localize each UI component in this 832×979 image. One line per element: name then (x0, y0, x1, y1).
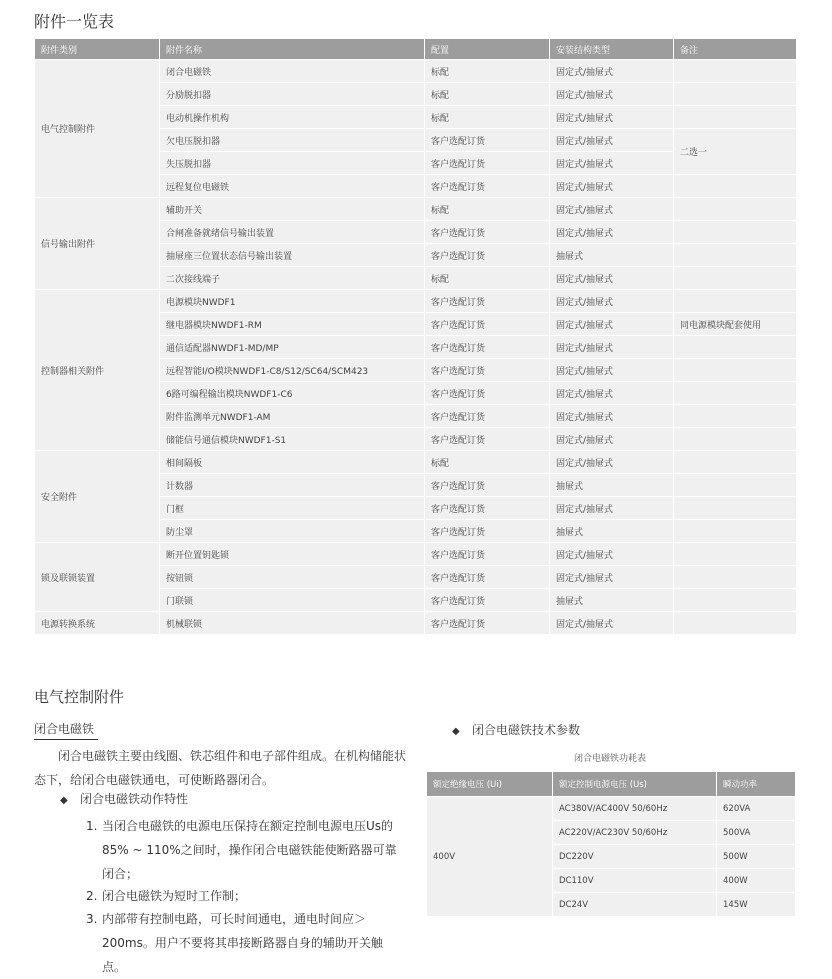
accessory-install: 抽屉式 (550, 520, 674, 543)
diamond-bullet-icon: ◆ (452, 726, 460, 737)
accessory-name: 计数器 (160, 474, 425, 497)
table-row (35, 543, 797, 566)
list-item (86, 884, 406, 908)
accessory-config: 客户选配订货 (425, 405, 550, 428)
accessory-install: 固定式/抽屉式 (550, 405, 674, 428)
power-cell: 400W (717, 869, 796, 893)
list-item (86, 907, 406, 979)
us-cell: DC220V (553, 845, 717, 869)
note-cell (674, 221, 797, 244)
bullet-label: 闭合电磁铁动作特性 (80, 792, 189, 806)
note-cell (674, 382, 797, 405)
power-table-header (427, 772, 796, 797)
accessory-config: 标配 (425, 60, 550, 83)
accessory-name: 断开位置钥匙锁 (160, 543, 425, 566)
power-cell: 500VA (717, 821, 796, 845)
accessory-name: 远程复位电磁铁 (160, 175, 425, 198)
accessory-config: 客户选配订货 (425, 428, 550, 451)
header-install: 安装结构类型 (550, 39, 674, 60)
note-cell (674, 175, 797, 198)
header-power: 瞬动功率 (717, 772, 796, 797)
list-item-number: 3. (86, 912, 98, 926)
category-cell: 电气控制附件 (35, 60, 160, 198)
accessory-install: 固定式/抽屉式 (550, 83, 674, 106)
subsection-title: 闭合电磁铁 (34, 722, 95, 736)
accessory-config: 标配 (425, 267, 550, 290)
category-cell: 锁及联锁装置 (35, 543, 160, 612)
note-cell (674, 428, 797, 451)
accessory-config: 客户选配订货 (425, 589, 550, 612)
accessory-install: 固定式/抽屉式 (550, 221, 674, 244)
accessory-install: 固定式/抽屉式 (550, 106, 674, 129)
accessory-install: 固定式/抽屉式 (550, 152, 674, 175)
accessory-install: 固定式/抽屉式 (550, 382, 674, 405)
accessory-table (34, 38, 797, 635)
header-config: 配置 (425, 39, 550, 60)
table-row (35, 612, 797, 635)
category-cell: 安全附件 (35, 451, 160, 543)
accessory-install: 固定式/抽屉式 (550, 290, 674, 313)
us-cell: AC220V/AC230V 50/60Hz (553, 821, 717, 845)
header-category: 附件类别 (35, 39, 160, 60)
power-cell: 500W (717, 845, 796, 869)
accessory-config: 客户选配订货 (425, 520, 550, 543)
power-cell: 145W (717, 893, 796, 917)
accessory-name: 合闸准备就绪信号输出装置 (160, 221, 425, 244)
category-cell: 控制器相关附件 (35, 290, 160, 451)
accessory-config: 客户选配订货 (425, 244, 550, 267)
category-cell: 电源转换系统 (35, 612, 160, 635)
header-note: 备注 (674, 39, 797, 60)
list-item-text: 当闭合电磁铁的电源电压保持在额定控制电源电压Us的85% ~ 110%之间时，操作闭合电磁铁能使断路器可靠闭合； (102, 819, 397, 881)
note-cell (674, 336, 797, 359)
accessory-config: 标配 (425, 106, 550, 129)
power-cell: 620VA (717, 797, 796, 821)
list-item (86, 814, 406, 886)
power-table-caption: 闭合电磁铁功耗表 (573, 754, 646, 764)
accessory-name: 分励脱扣器 (160, 83, 425, 106)
accessory-name: 抽屉座三位置状态信号输出装置 (160, 244, 425, 267)
accessory-name: 电动机操作机构 (160, 106, 425, 129)
accessory-config: 客户选配订货 (425, 382, 550, 405)
note-cell: 二选一 (674, 129, 797, 175)
list-item-number: 1. (86, 819, 98, 833)
note-cell (674, 198, 797, 221)
table-row (35, 451, 797, 474)
accessory-name: 门框 (160, 497, 425, 520)
accessory-name: 储能信号通信模块NWDF1-S1 (160, 428, 425, 451)
section-title: 电气控制附件 (34, 688, 125, 706)
accessory-config: 客户选配订货 (425, 612, 550, 635)
accessory-install: 抽屉式 (550, 244, 674, 267)
accessory-config: 客户选配订货 (425, 474, 550, 497)
accessory-name: 失压脱扣器 (160, 152, 425, 175)
note-cell (674, 106, 797, 129)
accessory-name: 二次接线端子 (160, 267, 425, 290)
list-item-number: 2. (86, 889, 98, 903)
note-cell (674, 60, 797, 83)
note-cell (674, 405, 797, 428)
accessory-install: 固定式/抽屉式 (550, 267, 674, 290)
accessory-name: 6路可编程输出模块NWDF1-C6 (160, 382, 425, 405)
note-cell (674, 83, 797, 106)
accessory-install: 固定式/抽屉式 (550, 497, 674, 520)
accessory-install: 固定式/抽屉式 (550, 198, 674, 221)
note-cell (674, 244, 797, 267)
accessory-install: 固定式/抽屉式 (550, 359, 674, 382)
accessory-install: 固定式/抽屉式 (550, 129, 674, 152)
header-name: 附件名称 (160, 39, 425, 60)
accessory-config: 标配 (425, 451, 550, 474)
us-cell: DC24V (553, 893, 717, 917)
table-row (35, 60, 797, 83)
accessory-name: 门联锁 (160, 589, 425, 612)
accessory-config: 客户选配订货 (425, 221, 550, 244)
bullet-tech-params (452, 721, 580, 738)
table-row (35, 290, 797, 313)
list-item-text: 闭合电磁铁为短时工作制； (102, 889, 247, 903)
accessory-config: 客户选配订货 (425, 336, 550, 359)
accessory-config: 客户选配订货 (425, 290, 550, 313)
subsection-underline (34, 739, 98, 740)
accessory-name: 继电器模块NWDF1-RM (160, 313, 425, 336)
note-cell: 同电源模块配套使用 (674, 313, 797, 336)
accessory-config: 客户选配订货 (425, 497, 550, 520)
accessory-install: 固定式/抽屉式 (550, 60, 674, 83)
accessory-name: 远程智能I/O模块NWDF1-C8/S12/SC64/SCM423 (160, 359, 425, 382)
accessory-name: 机械联锁 (160, 612, 425, 635)
accessory-install: 抽屉式 (550, 474, 674, 497)
note-cell (674, 474, 797, 497)
table-row (35, 198, 797, 221)
accessory-name: 辅助开关 (160, 198, 425, 221)
us-cell: DC110V (553, 869, 717, 893)
accessory-install: 固定式/抽屉式 (550, 175, 674, 198)
bullet-label: 闭合电磁铁技术参数 (472, 723, 581, 737)
accessory-name: 防尘罩 (160, 520, 425, 543)
note-cell (674, 267, 797, 290)
accessory-name: 按钮锁 (160, 566, 425, 589)
us-cell: AC380V/AC400V 50/60Hz (553, 797, 717, 821)
accessory-name: 电源模块NWDF1 (160, 290, 425, 313)
accessory-config: 客户选配订货 (425, 566, 550, 589)
accessory-install: 固定式/抽屉式 (550, 566, 674, 589)
accessory-config: 标配 (425, 83, 550, 106)
accessory-install: 抽屉式 (550, 589, 674, 612)
accessory-install: 固定式/抽屉式 (550, 313, 674, 336)
note-cell (674, 451, 797, 474)
accessory-install: 固定式/抽屉式 (550, 336, 674, 359)
accessory-name: 附件监测单元NWDF1-AM (160, 405, 425, 428)
accessory-config: 标配 (425, 198, 550, 221)
note-cell (674, 566, 797, 589)
accessory-name: 闭合电磁铁 (160, 60, 425, 83)
accessory-config: 客户选配订货 (425, 152, 550, 175)
accessory-install: 固定式/抽屉式 (550, 428, 674, 451)
power-table (426, 771, 796, 917)
accessory-config: 客户选配订货 (425, 313, 550, 336)
note-cell (674, 497, 797, 520)
table-row (427, 797, 796, 821)
note-cell (674, 612, 797, 635)
note-cell (674, 290, 797, 313)
accessory-config: 客户选配订货 (425, 175, 550, 198)
bullet-action-characteristics (60, 790, 188, 807)
note-cell (674, 589, 797, 612)
accessory-config: 客户选配订货 (425, 543, 550, 566)
note-cell (674, 359, 797, 382)
header-us: 额定控制电源电压 (Us) (553, 772, 717, 797)
category-cell: 信号输出附件 (35, 198, 160, 290)
accessory-name: 相间隔板 (160, 451, 425, 474)
accessory-install: 固定式/抽屉式 (550, 451, 674, 474)
ui-cell: 400V (427, 797, 553, 917)
accessory-config: 客户选配订货 (425, 359, 550, 382)
accessory-name: 通信适配器NWDF1-MD/MP (160, 336, 425, 359)
header-ui: 额定绝缘电压 (Ui) (427, 772, 553, 797)
list-item-text: 内部带有控制电路，可长时间通电，通电时间应＞200ms。用户不要将其串接断路器自身的辅助开关触点。 (102, 912, 383, 974)
accessory-install: 固定式/抽屉式 (550, 612, 674, 635)
page-title: 附件一览表 (34, 12, 115, 31)
intro-paragraph: 闭合电磁铁主要由线圈、铁芯组件和电子部件组成。在机构储能状态下，给闭合电磁铁通电，可使断路器闭合。 (34, 749, 407, 787)
accessory-name: 欠电压脱扣器 (160, 129, 425, 152)
diamond-bullet-icon: ◆ (60, 795, 68, 806)
accessory-config: 客户选配订货 (425, 129, 550, 152)
note-cell (674, 520, 797, 543)
accessory-table-header (35, 39, 797, 60)
accessory-install: 固定式/抽屉式 (550, 543, 674, 566)
note-cell (674, 543, 797, 566)
